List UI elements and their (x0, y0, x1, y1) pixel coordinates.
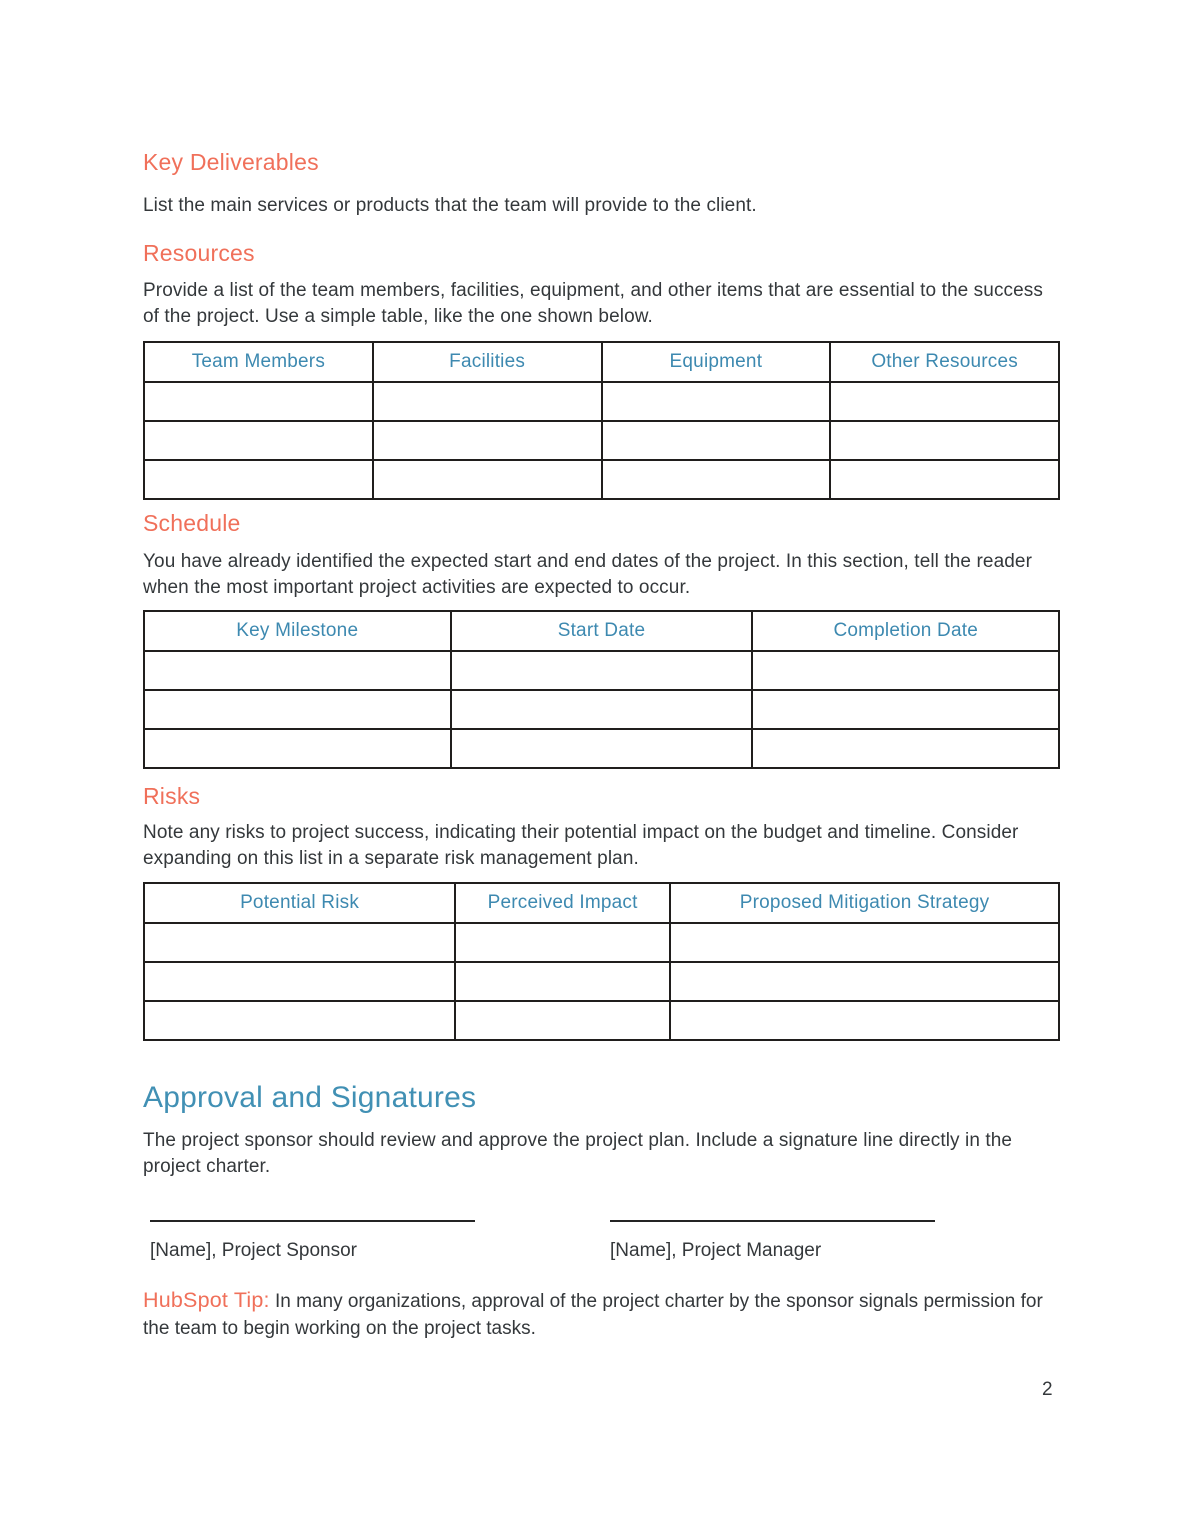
table-cell (144, 651, 451, 690)
table-cell (670, 1001, 1059, 1040)
signature-label-manager: [Name], Project Manager (610, 1240, 822, 1261)
resources-description: Provide a list of the team members, facilities, equipment, and other items that are essential to the success of the project. Use a simple table, like the one shown below. (143, 280, 1044, 327)
risks-table-header-row (144, 883, 1059, 923)
schedule-table (143, 610, 1060, 769)
table-cell (455, 962, 670, 1001)
hubspot-tip-body: In many organizations, approval of the project charter by the sponsor signals permission for the team to begin working on the project tasks. (143, 1291, 1043, 1339)
risks-table (143, 882, 1060, 1041)
table-cell (451, 690, 753, 729)
section-heading-resources: Resources (143, 240, 255, 266)
table-cell (830, 382, 1059, 421)
table-cell (752, 729, 1059, 768)
table-cell (455, 923, 670, 962)
hubspot-tip (143, 1287, 1060, 1342)
table-cell (602, 382, 831, 421)
page-number: 2 (1042, 1379, 1053, 1400)
table-row (144, 1001, 1059, 1040)
column-header-equipment: Equipment (602, 342, 831, 382)
table-cell (455, 1001, 670, 1040)
approval-and-signatures-heading: Approval and Signatures (143, 1081, 477, 1114)
section-heading-key-deliverables: Key Deliverables (143, 149, 319, 175)
risks-description: Note any risks to project success, indicating their potential impact on the budget and timeline. Consider expanding on this list in a separate risk management plan. (143, 822, 1019, 869)
table-cell (752, 690, 1059, 729)
table-cell (144, 460, 373, 499)
signature-sponsor (150, 1220, 475, 1264)
table-cell (144, 1001, 455, 1040)
signature-label-sponsor: [Name], Project Sponsor (150, 1240, 357, 1261)
table-row (144, 729, 1059, 768)
signature-line (610, 1220, 935, 1222)
table-cell (752, 651, 1059, 690)
column-header-completion-date: Completion Date (752, 611, 1059, 651)
column-header-team-members: Team Members (144, 342, 373, 382)
table-cell (144, 962, 455, 1001)
resources-table-header-row (144, 342, 1059, 382)
table-cell (144, 421, 373, 460)
column-header-key-milestone: Key Milestone (144, 611, 451, 651)
column-header-facilities: Facilities (373, 342, 602, 382)
table-cell (373, 382, 602, 421)
column-header-start-date: Start Date (451, 611, 753, 651)
table-row (144, 460, 1059, 499)
table-cell (144, 923, 455, 962)
table-cell (451, 651, 753, 690)
section-heading-schedule: Schedule (143, 510, 241, 536)
table-cell (144, 729, 451, 768)
page-content (143, 0, 1060, 1342)
resources-table (143, 341, 1060, 500)
table-cell (144, 690, 451, 729)
table-cell (373, 460, 602, 499)
key-deliverables-description: List the main services or products that the team will provide to the client. (143, 195, 757, 216)
table-row (144, 962, 1059, 1001)
table-cell (602, 460, 831, 499)
hubspot-tip-label: HubSpot Tip: (143, 1288, 270, 1312)
column-header-potential-risk: Potential Risk (144, 883, 455, 923)
column-header-proposed-mitigation-strategy: Proposed Mitigation Strategy (670, 883, 1059, 923)
table-row (144, 651, 1059, 690)
table-cell (830, 421, 1059, 460)
table-row (144, 690, 1059, 729)
section-heading-risks: Risks (143, 783, 201, 809)
signature-manager (610, 1220, 935, 1264)
table-cell (830, 460, 1059, 499)
table-cell (373, 421, 602, 460)
table-cell (451, 729, 753, 768)
column-header-other-resources: Other Resources (830, 342, 1059, 382)
schedule-description: You have already identified the expected start and end dates of the project. In this section, tell the reader when the most important project activities are expected to occur. (143, 551, 1032, 598)
schedule-table-header-row (144, 611, 1059, 651)
table-row (144, 382, 1059, 421)
table-row (144, 923, 1059, 962)
column-header-perceived-impact: Perceived Impact (455, 883, 670, 923)
signature-line (150, 1220, 475, 1222)
table-cell (670, 923, 1059, 962)
table-cell (602, 421, 831, 460)
signature-block (143, 1220, 1060, 1264)
table-cell (144, 382, 373, 421)
approval-description: The project sponsor should review and approve the project plan. Include a signature line directly in the project charter. (143, 1130, 1013, 1177)
table-cell (670, 962, 1059, 1001)
table-row (144, 421, 1059, 460)
